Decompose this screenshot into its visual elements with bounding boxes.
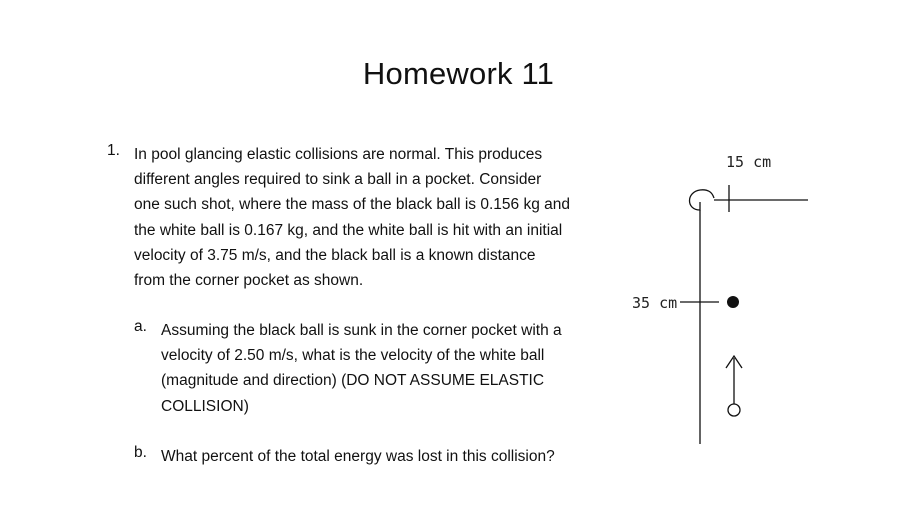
page-title: Homework 11	[362, 56, 555, 91]
question-line: from the corner pocket as shown.	[134, 272, 364, 290]
white-ball	[728, 404, 740, 416]
question-line: one such shot, where the mass of the black ball is 0.156 kg and	[134, 196, 570, 214]
part-b-text	[161, 444, 621, 469]
black-ball	[727, 296, 739, 308]
part-a-text	[161, 318, 621, 419]
vertical-distance-label: 35 cm	[632, 294, 678, 312]
question-number: 1.	[107, 142, 120, 159]
part-a-line: Assuming the black ball is sunk in the corner pocket with a	[161, 322, 562, 339]
question-line: different angles required to sink a ball in a pocket. Consider	[134, 171, 542, 189]
part-b-label: b.	[134, 444, 147, 461]
question-text	[134, 142, 614, 293]
part-a-line: velocity of 2.50 m/s, what is the velocity of the white ball	[161, 347, 545, 365]
horizontal-distance-label: 15 cm	[726, 153, 772, 171]
part-a-line: (magnitude and direction) (DO NOT ASSUME ELASTIC	[161, 372, 545, 390]
part-b-line: What percent of the total energy was lost in this collision?	[161, 448, 555, 465]
part-a-line: COLLISION)	[161, 397, 249, 415]
pool-table-diagram	[620, 140, 820, 450]
part-a-label: a.	[134, 318, 147, 335]
corner-pocket	[690, 190, 715, 210]
question-line: velocity of 3.75 m/s, and the black ball is a known distance	[134, 246, 536, 264]
question-line: In pool glancing elastic collisions are normal. This produces	[134, 146, 543, 163]
question-line: the white ball is 0.167 kg, and the white ball is hit with an initial	[134, 221, 563, 239]
